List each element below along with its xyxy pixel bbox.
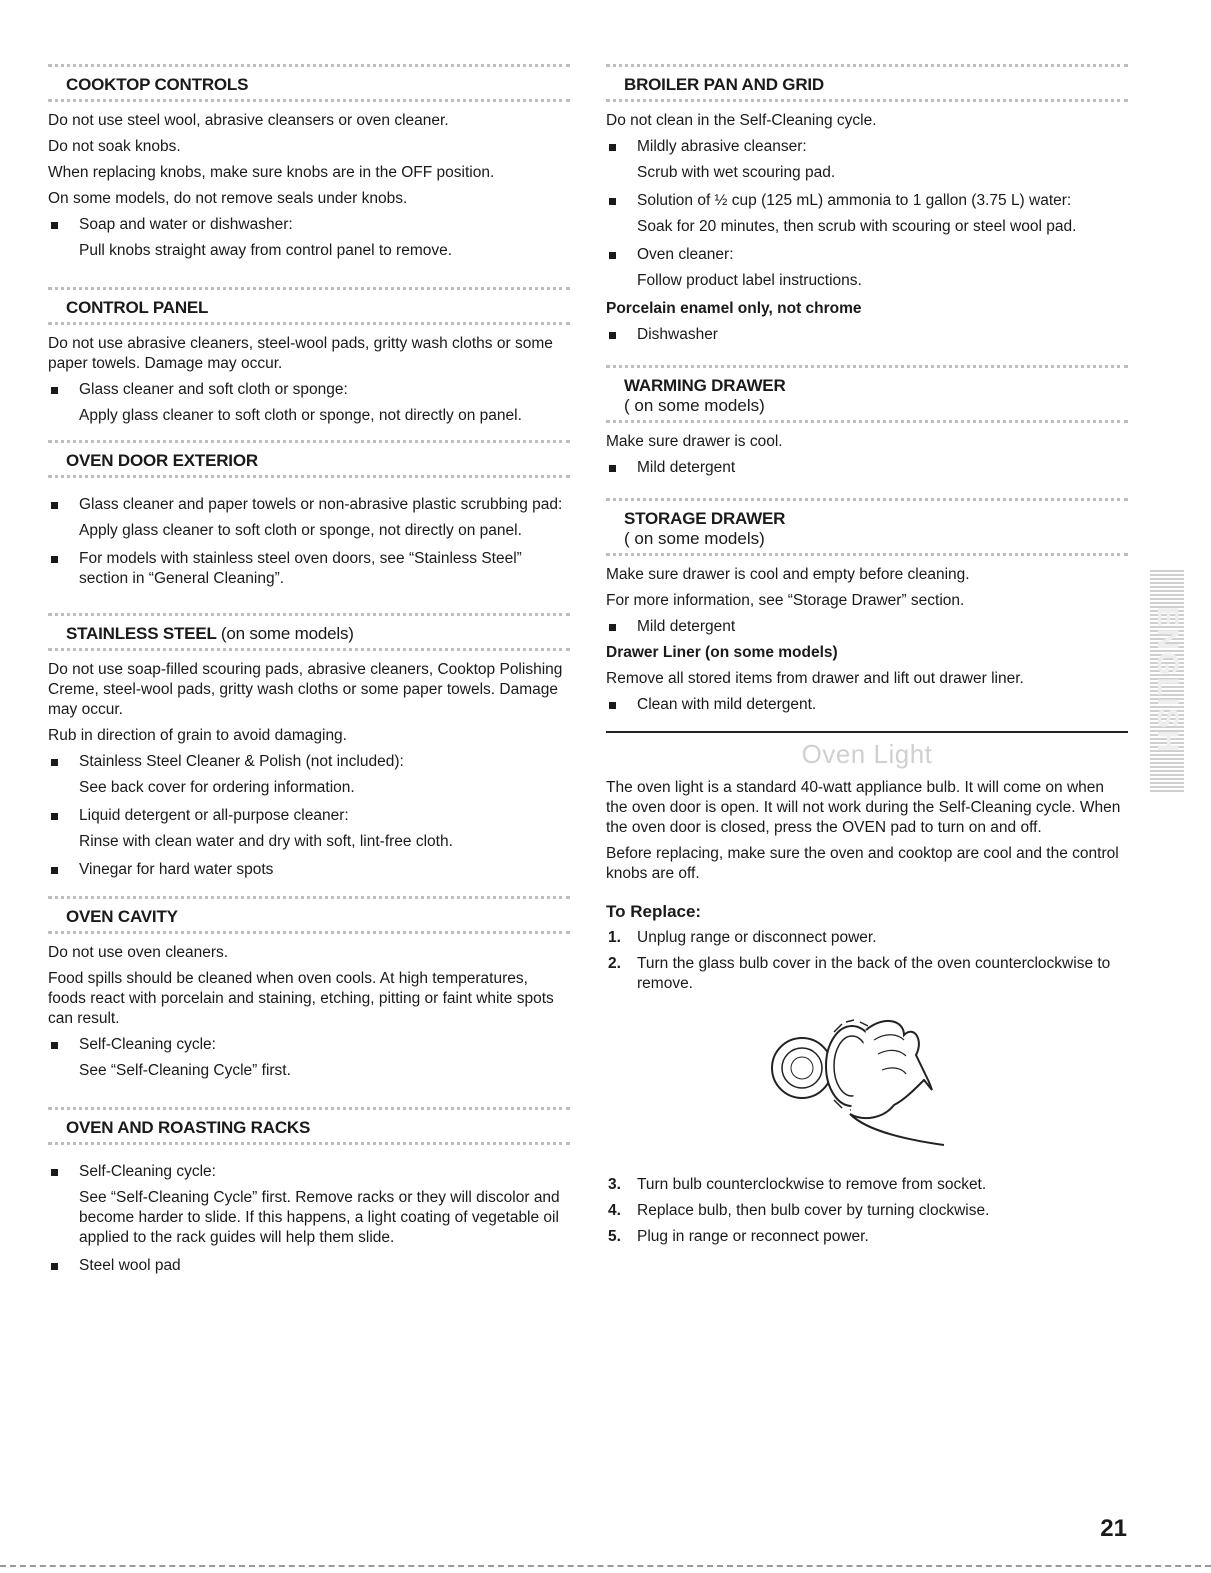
oven-racks-heading (48, 1107, 570, 1145)
bullet-item: Mild detergent (606, 458, 1128, 478)
paragraph: Do not use oven cleaners. (48, 944, 229, 961)
paragraph: Do not clean in the Self-Cleaning cycle. (606, 112, 877, 129)
bullet-detail: Apply glass cleaner to soft cloth or sponge, not directly on panel. (79, 407, 522, 424)
bullet-item: Self-Cleaning cycle: (48, 1162, 570, 1182)
page-number: 21 (1100, 1515, 1127, 1542)
bullet-detail: Soak for 20 minutes, then scrub with scouring or steel wool pad. (637, 218, 1077, 235)
step-number: 5. (608, 1228, 621, 1245)
paragraph: Remove all stored items from drawer and lift out drawer liner. (606, 670, 1024, 687)
bullet-detail: See back cover for ordering information. (79, 779, 355, 796)
step-item (606, 1175, 1128, 1195)
paragraph: Make sure drawer is cool. (606, 433, 783, 450)
paragraph: For more information, see “Storage Drawer” section. (606, 592, 965, 609)
section-title-suffix: (on some models) (220, 624, 354, 643)
bullet-item: Clean with mild detergent. (606, 695, 1128, 715)
section-divider (606, 731, 1128, 733)
language-side-tab (1150, 568, 1184, 792)
section-title: STORAGE DRAWER (624, 509, 786, 528)
paragraph: Food spills should be cleaned when oven cools. At high temperatures, foods react with porcelain and staining, etching, pitting or faint white spots can result. (48, 970, 554, 1027)
bullet-detail: See “Self-Cleaning Cycle” first. Remove racks or they will discolor and become harder to slide. If this happens, a light coating of vegetable oil applied to the rack guides will help them slide. (79, 1189, 560, 1246)
section-title: COOKTOP CONTROLS (66, 75, 249, 94)
broiler-heading (606, 64, 1128, 102)
bullet-detail: Apply glass cleaner to soft cloth or sponge, not directly on panel. (79, 522, 522, 539)
warming-drawer-heading (606, 365, 1128, 423)
step-text: Replace bulb, then bulb cover by turning clockwise. (637, 1202, 990, 1219)
step-item (606, 928, 1128, 948)
step-item (606, 1227, 1128, 1247)
oven-cavity-heading (48, 896, 570, 934)
step-number: 4. (608, 1202, 621, 1219)
paragraph: On some models, do not remove seals under knobs. (48, 190, 408, 207)
section-title: BROILER PAN AND GRID (624, 75, 825, 94)
section-subtitle: ( on some models) (624, 529, 765, 548)
side-tab-label: ENGLISH (1151, 606, 1184, 754)
oven-light-heading: Oven Light (801, 739, 933, 769)
bullet-item: Mild detergent (606, 617, 1128, 637)
cooktop-controls-heading (48, 64, 570, 102)
paragraph: Do not use abrasive cleaners, steel-wool pads, gritty wash cloths or some paper towels. Damage may occur. (48, 335, 553, 372)
bulb-cover-illustration (754, 1010, 954, 1160)
section-title: OVEN AND ROASTING RACKS (66, 1118, 311, 1137)
stainless-steel-heading (48, 613, 570, 651)
step-item (606, 954, 1128, 994)
oven-door-exterior-heading (48, 440, 570, 478)
to-replace-heading: To Replace: (606, 902, 702, 921)
bullet-detail: See “Self-Cleaning Cycle” first. (79, 1062, 291, 1079)
section-title: OVEN DOOR EXTERIOR (66, 451, 258, 470)
section-title (66, 624, 570, 644)
bullet-item: Oven cleaner: (606, 245, 1128, 265)
bullet-item: Solution of ½ cup (125 mL) ammonia to 1 gallon (3.75 L) water: (606, 191, 1128, 211)
section-title-main: STAINLESS STEEL (66, 624, 217, 643)
step-text: Plug in range or reconnect power. (637, 1228, 869, 1245)
section-title: WARMING DRAWER (624, 376, 786, 395)
paragraph: Rub in direction of grain to avoid damaging. (48, 727, 347, 744)
bullet-item: Soap and water or dishwasher: (48, 215, 570, 235)
bullet-item: Mildly abrasive cleanser: (606, 137, 1128, 157)
bullet-item: Liquid detergent or all-purpose cleaner: (48, 806, 570, 826)
paragraph: Do not use soap-filled scouring pads, abrasive cleaners, Cooktop Polishing Creme, steel-wool pads, gritty wash cloths or some paper towels. Damage may occur. (48, 661, 563, 718)
step-text: Turn bulb counterclockwise to remove from socket. (637, 1176, 987, 1193)
step-number: 3. (608, 1176, 621, 1193)
section-subtitle: ( on some models) (624, 396, 765, 415)
step-text: Turn the glass bulb cover in the back of the oven counterclockwise to remove. (637, 955, 1111, 992)
left-column (48, 64, 570, 1282)
bullet-item: Vinegar for hard water spots (48, 860, 570, 880)
storage-drawer-heading (606, 498, 1128, 556)
control-panel-heading (48, 287, 570, 325)
bottom-border (0, 1565, 1211, 1567)
paragraph: The oven light is a standard 40-watt appliance bulb. It will come on when the oven door is open. It will not work during the Self-Cleaning cycle. When the oven door is closed, press the OVEN pad to turn on and off. (606, 779, 1121, 836)
bullet-detail: Scrub with wet scouring pad. (637, 164, 836, 181)
bullet-detail: Rinse with clean water and dry with soft, lint-free cloth. (79, 833, 453, 850)
bullet-detail: Pull knobs straight away from control panel to remove. (79, 242, 453, 259)
step-number: 2. (608, 955, 621, 972)
bullet-item: Dishwasher (606, 325, 1128, 345)
bullet-item: Steel wool pad (48, 1256, 570, 1276)
section-title: CONTROL PANEL (66, 298, 209, 317)
step-text: Unplug range or disconnect power. (637, 929, 877, 946)
paragraph: Do not soak knobs. (48, 138, 181, 155)
step-item (606, 1201, 1128, 1221)
right-column (606, 64, 1128, 1253)
paragraph: Before replacing, make sure the oven and cooktop are cool and the control knobs are off. (606, 845, 1119, 882)
bullet-detail: Follow product label instructions. (637, 272, 862, 289)
step-number: 1. (608, 929, 621, 946)
section-title: OVEN CAVITY (66, 907, 178, 926)
bullet-item: Stainless Steel Cleaner & Polish (not included): (48, 752, 570, 772)
paragraph: Do not use steel wool, abrasive cleansers or oven cleaner. (48, 112, 449, 129)
bullet-item: Self-Cleaning cycle: (48, 1035, 570, 1055)
bold-note: Drawer Liner (on some models) (606, 644, 838, 661)
paragraph: When replacing knobs, make sure knobs are in the OFF position. (48, 164, 495, 181)
bold-note: Porcelain enamel only, not chrome (606, 300, 862, 317)
bullet-item: Glass cleaner and soft cloth or sponge: (48, 380, 570, 400)
bullet-item: For models with stainless steel oven doors, see “Stainless Steel” section in “General Cleaning”. (48, 549, 570, 589)
bullet-item: Glass cleaner and paper towels or non-abrasive plastic scrubbing pad: (48, 495, 570, 515)
paragraph: Make sure drawer is cool and empty before cleaning. (606, 566, 970, 583)
